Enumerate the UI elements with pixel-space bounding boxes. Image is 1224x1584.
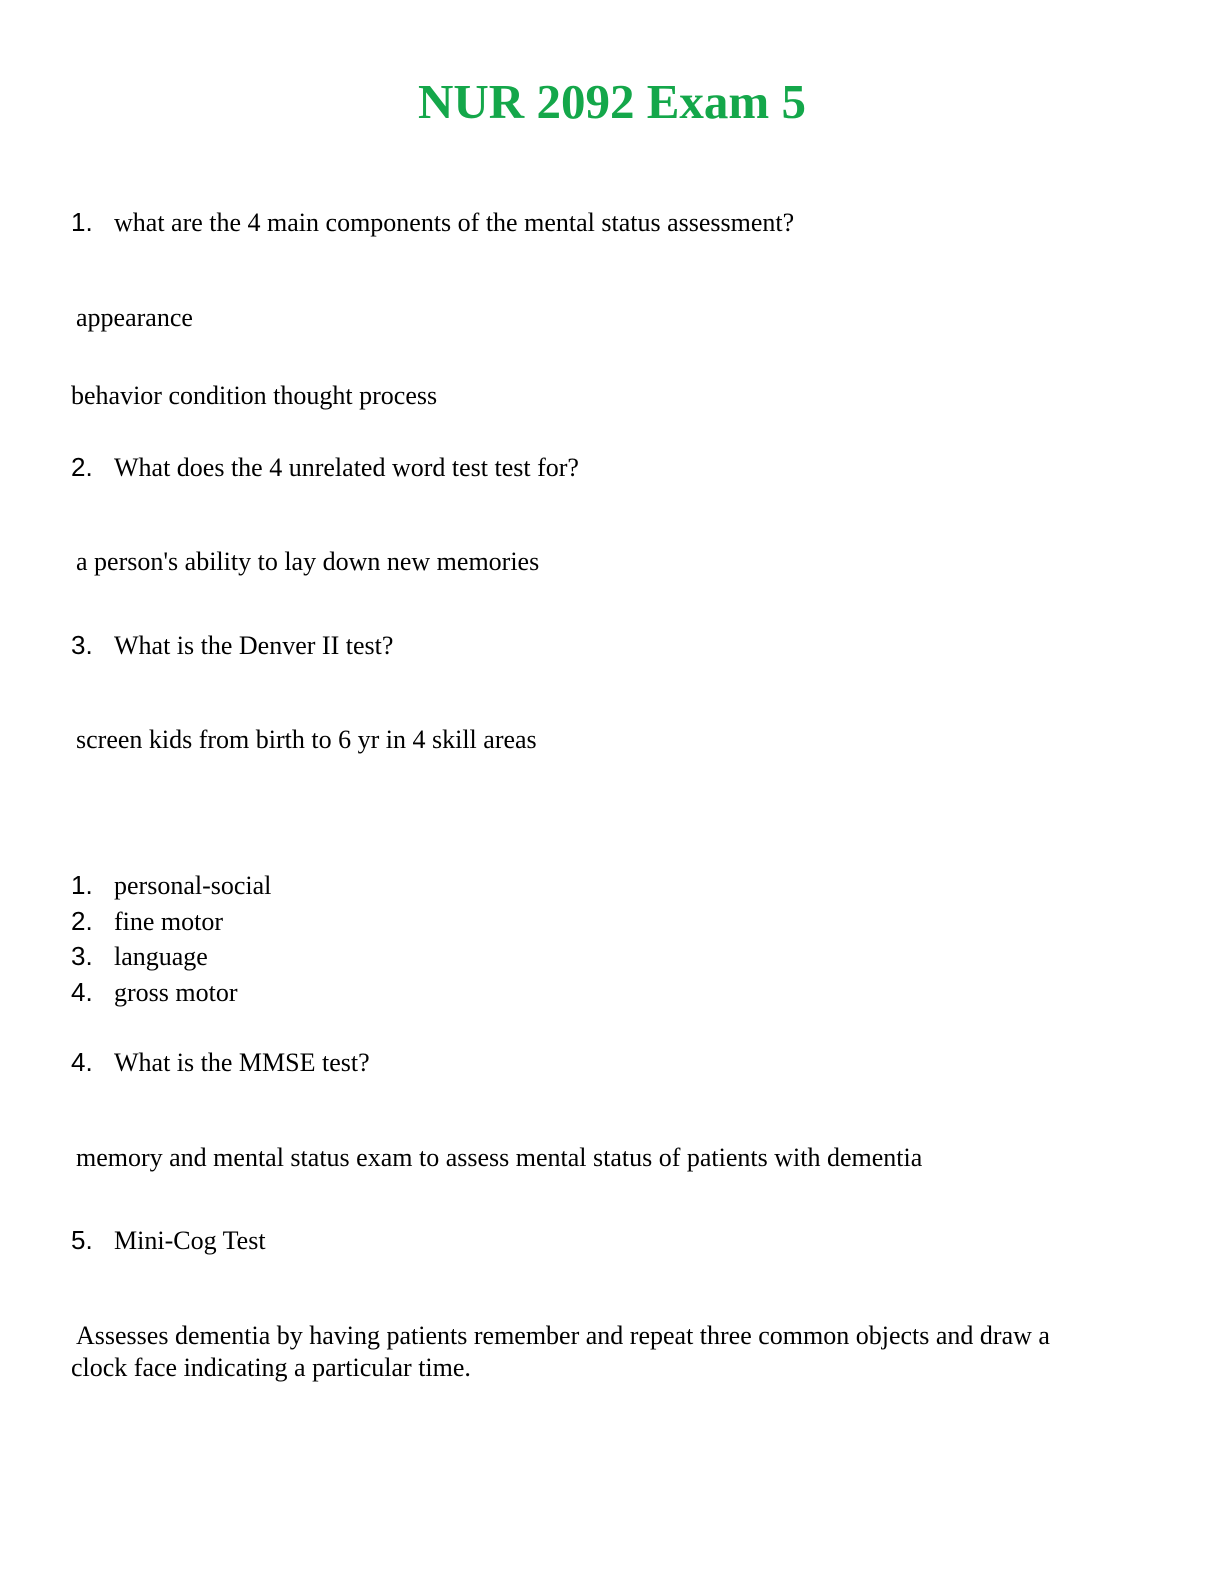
list-text: language xyxy=(114,942,208,971)
list-number: 2. xyxy=(71,905,93,936)
question-text: Mini-Cog Test xyxy=(114,1226,266,1255)
document-title: NUR 2092 Exam 5 xyxy=(418,74,806,129)
list-item xyxy=(71,904,271,940)
question-number: 1. xyxy=(71,207,93,237)
question-4 xyxy=(71,1046,370,1079)
list-number: 4. xyxy=(71,976,93,1007)
answer-2: a person's ability to lay down new memories xyxy=(76,547,540,576)
list-text: personal-social xyxy=(114,871,272,900)
list-text: gross motor xyxy=(114,977,238,1007)
answer-4: memory and mental status exam to assess mental status of patients with dementia xyxy=(76,1143,923,1172)
skill-areas-list xyxy=(71,868,271,1010)
question-number: 5. xyxy=(71,1225,93,1255)
list-text: fine motor xyxy=(114,906,224,936)
list-number: 3. xyxy=(71,941,93,971)
list-item xyxy=(71,939,271,975)
question-1 xyxy=(71,206,794,239)
question-2 xyxy=(71,451,579,484)
question-5 xyxy=(71,1224,266,1257)
answer-5 xyxy=(71,1320,1141,1384)
answer-5-line-1: Assesses dementia by having patients remember and repeat three common objects and draw a xyxy=(76,1321,1050,1350)
answer-3: screen kids from birth to 6 yr in 4 skill areas xyxy=(76,725,537,754)
answer-5-line-2: clock face indicating a particular time. xyxy=(71,1353,471,1382)
question-text: What is the MMSE test? xyxy=(114,1048,370,1077)
question-number: 3. xyxy=(71,630,93,660)
question-text: what are the 4 main components of the mental status assessment? xyxy=(114,208,795,237)
list-item xyxy=(71,975,271,1011)
list-item xyxy=(71,868,271,904)
question-3 xyxy=(71,629,393,662)
answer-1-line-1: appearance xyxy=(76,303,193,332)
question-text: What does the 4 unrelated word test test for? xyxy=(114,453,579,482)
answer-1-line-2: behavior condition thought process xyxy=(71,381,438,410)
list-number: 1. xyxy=(71,870,93,900)
question-number: 2. xyxy=(71,452,93,482)
question-text: What is the Denver II test? xyxy=(114,631,394,660)
question-number: 4. xyxy=(71,1047,93,1077)
